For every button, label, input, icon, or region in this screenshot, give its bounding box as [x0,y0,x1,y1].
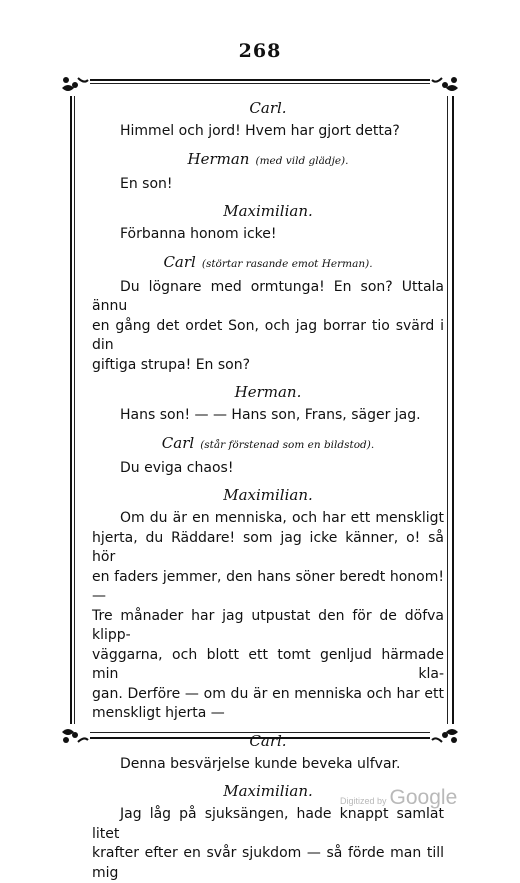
speaker-heading [92,731,444,751]
digitized-watermark [340,786,457,810]
dialogue-line: Förbanna honom icke! [120,226,277,242]
speaker-name: Carl. [249,731,287,750]
dialogue-line: En son! [120,175,173,192]
speaker-name: Maximilian. [223,782,313,800]
stage-direction: (störtar rasande emot Herman). [201,257,373,270]
dialogue-line: Om du är en menniska, och har ett menskligt [120,510,444,526]
dialogue-line: en gång det ordet Son, och jag borrar tio svärd i din [92,317,444,353]
dialogue-line: Jag låg på sjuksängen, hade knappt samlat litet [92,806,444,842]
watermark-brand: Google [389,786,458,809]
corner-ornament-icon [430,74,460,96]
speaker-heading [92,252,444,274]
dialogue-line: en faders jemmer, den hans söner beredt honom! — [92,568,444,604]
dialogue-body [92,98,444,883]
speaker-heading [92,149,444,171]
speaker-name: Carl. [249,99,287,117]
dialogue-line: menskligt hjerta — [92,705,225,721]
speaker-heading [92,433,444,455]
dialogue-line: Hans son! — — Hans son, Frans, säger jag. [120,407,421,423]
corner-ornament-icon [60,74,90,96]
dialogue-line: giftiga strupa! En son? [92,356,251,373]
page-number: 268 [238,40,282,62]
speaker-name: Herman [187,149,250,168]
speaker-name: Carl [161,433,195,452]
dialogue-line: krafter efter en svår sjukdom — så förde man till mig [92,845,444,881]
speaker-name: Maximilian. [223,202,313,220]
speaker-name: Maximilian. [223,486,313,504]
dialogue-line: Du eviga chaos! [120,459,234,476]
dialogue-line: Denna besvärjelse kunde beveka ulfvar. [120,755,401,772]
speaker-heading [92,201,444,221]
dialogue-line: hjerta, du Räddare! som jag icke känner, o! så hör [92,529,444,565]
dialogue-line: gan. Derföre — om du är en menniska och har ett [92,685,444,702]
dialogue-line: Himmel och jord! Hvem har gjort detta? [120,123,400,139]
speaker-name: Carl [163,252,196,271]
dialogue-line: Tre månader har jag utpustat den för de döfva klipp- [92,607,444,643]
stage-direction: (med vild glädje). [255,154,349,167]
corner-ornament-icon [60,724,90,746]
dialogue-line: Du lögnare med ormtunga! En son? Uttala ännu [92,278,444,314]
dialogue-line: väggarna, och blott ett tomt genljud härmade min kla- [92,646,444,682]
stage-direction: (står förstenad som en bildstod). [200,438,375,451]
speaker-name: Herman. [234,383,302,401]
watermark-prefix: Digitized by [340,796,387,806]
speaker-heading [92,98,444,118]
speaker-heading [92,382,444,402]
speaker-heading [92,485,444,505]
